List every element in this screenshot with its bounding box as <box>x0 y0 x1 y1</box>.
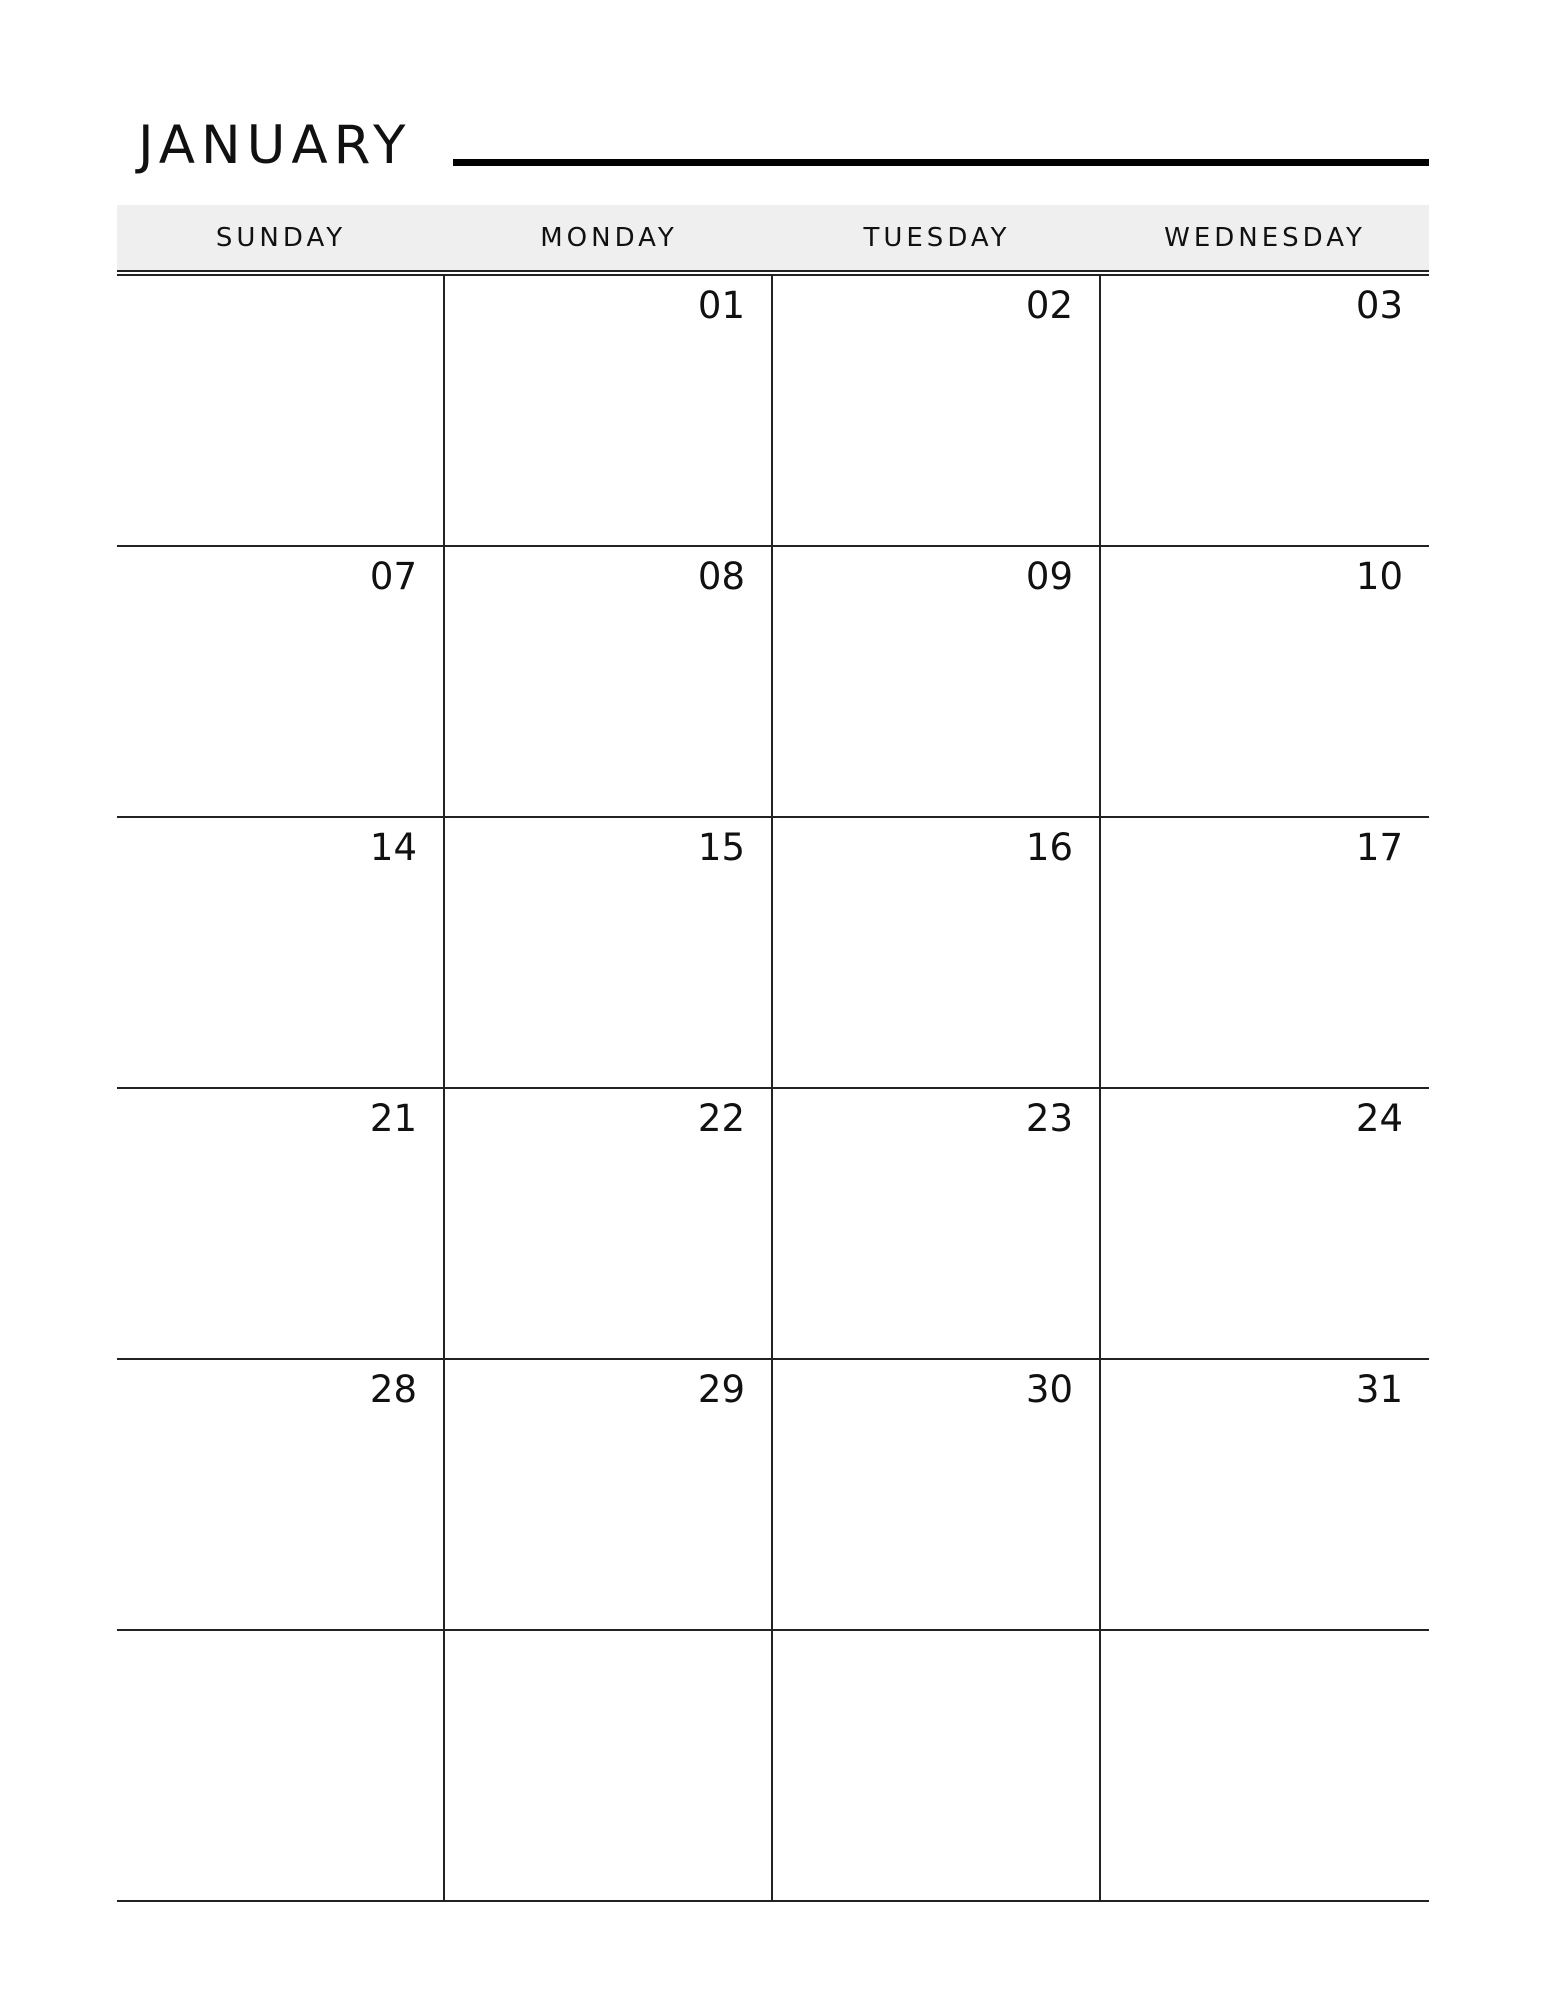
day-cell[interactable] <box>773 1089 1101 1360</box>
day-number: 30 <box>1025 1368 1073 1411</box>
day-cell[interactable] <box>117 1631 445 1902</box>
day-number: 17 <box>1355 826 1403 869</box>
day-cell[interactable] <box>1101 1089 1429 1360</box>
weekday-header <box>117 205 1429 271</box>
calendar-grid <box>117 276 1429 1902</box>
title-rule <box>453 159 1429 166</box>
day-number: 10 <box>1355 555 1403 598</box>
day-number: 15 <box>697 826 745 869</box>
weekday-wednesday: WEDNESDAY <box>1164 223 1366 253</box>
weekday-tuesday: TUESDAY <box>863 223 1011 253</box>
day-cell[interactable] <box>773 1360 1101 1631</box>
weekday-monday: MONDAY <box>540 223 678 253</box>
day-number: 24 <box>1355 1097 1403 1140</box>
day-number: 16 <box>1025 826 1073 869</box>
day-number: 03 <box>1355 284 1403 327</box>
weekday-sunday: SUNDAY <box>215 223 347 253</box>
day-number: 02 <box>1025 284 1073 327</box>
day-cell[interactable] <box>445 1089 773 1360</box>
day-cell[interactable] <box>1101 1631 1429 1902</box>
day-cell[interactable] <box>773 276 1101 547</box>
day-cell[interactable] <box>773 818 1101 1089</box>
day-cell[interactable] <box>117 547 445 818</box>
day-cell[interactable] <box>445 547 773 818</box>
day-cell[interactable] <box>773 1631 1101 1902</box>
day-cell[interactable] <box>773 547 1101 818</box>
day-cell[interactable] <box>117 276 445 547</box>
day-number: 23 <box>1025 1097 1073 1140</box>
day-cell[interactable] <box>117 1360 445 1631</box>
day-cell[interactable] <box>1101 1360 1429 1631</box>
day-cell[interactable] <box>117 1089 445 1360</box>
month-title: JANUARY <box>138 115 412 176</box>
header-divider <box>117 270 1429 272</box>
day-number: 22 <box>697 1097 745 1140</box>
day-cell[interactable] <box>445 1360 773 1631</box>
day-cell[interactable] <box>1101 276 1429 547</box>
day-number: 01 <box>697 284 745 327</box>
day-cell[interactable] <box>1101 547 1429 818</box>
day-number: 31 <box>1355 1368 1403 1411</box>
day-cell[interactable] <box>445 818 773 1089</box>
day-cell[interactable] <box>1101 818 1429 1089</box>
day-number: 08 <box>697 555 745 598</box>
day-number: 28 <box>369 1368 417 1411</box>
day-number: 09 <box>1025 555 1073 598</box>
day-cell[interactable] <box>117 818 445 1089</box>
day-cell[interactable] <box>445 1631 773 1902</box>
day-number: 21 <box>369 1097 417 1140</box>
day-number: 14 <box>369 826 417 869</box>
day-cell[interactable] <box>445 276 773 547</box>
day-number: 29 <box>697 1368 745 1411</box>
day-number: 07 <box>369 555 417 598</box>
